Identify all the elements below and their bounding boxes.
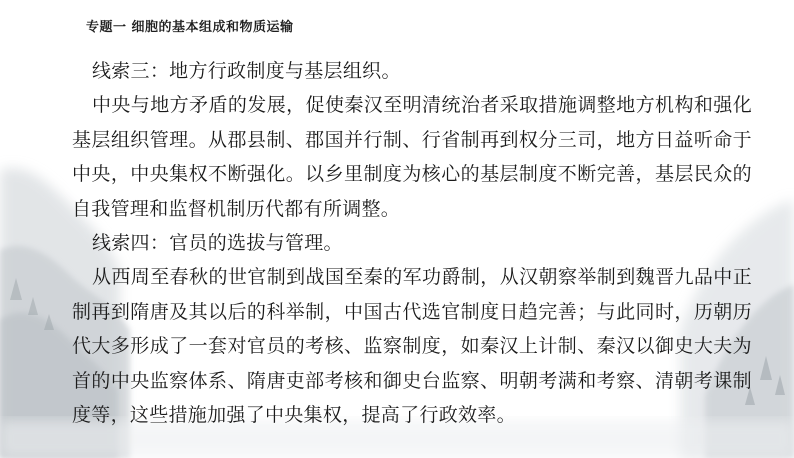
paragraph-clue-three-body: 中央与地方矛盾的发展，促使秦汉至明清统治者采取措施调整地方机构和强化基层组织管理。从郡县制、郡国并行制、行省制再到权分三司，地方日益听命于中央，中央集权不断强化。以乡里制度为核心的基层制度不断完善，基层民众的自我管理和监督机制历代都有所调整。: [72, 94, 752, 220]
paragraph-clue-four-body: 从西周至春秋的世官制到战国至秦的军功爵制，从汉朝察举制到魏晋九品中正制再到隋唐及其以后的科举制，中国古代选官制度日趋完善；与此同时，历朝历代大多形成了一套对官员的考核、监察制度，如秦汉上计制、秦汉以御史大夫为首的中央监察体系、隋唐吏部考核和御史台监察、明朝考满和考察、清朝考课制度等，这些措施加强了中央集权，提高了行政效率。: [72, 266, 752, 427]
paragraph-clue-three-heading: 线索三：地方行政制度与基层组织。: [91, 60, 401, 82]
document-body: [72, 54, 752, 432]
page-header-title: 专题一 细胞的基本组成和物质运输: [86, 20, 294, 35]
paragraph-clue-four-heading: 线索四：官员的选拔与管理。: [91, 232, 343, 255]
